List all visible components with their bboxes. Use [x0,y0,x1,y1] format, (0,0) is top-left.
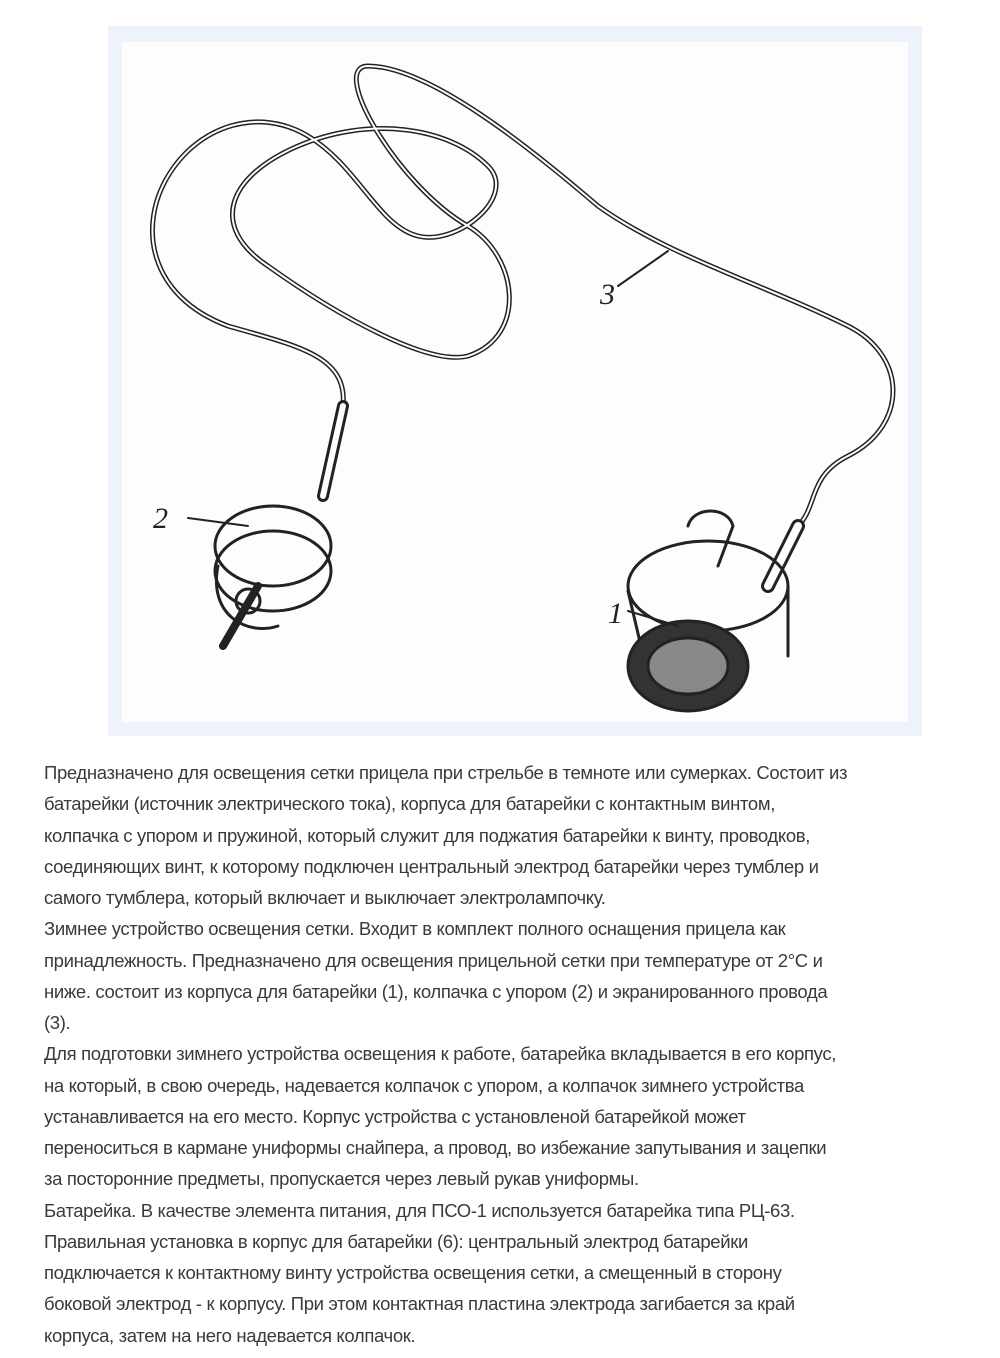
text-line: Предназначено для освещения сетки прицела при стрельбе в темноте или сумерках. Состоит из [44,762,848,783]
paragraph [44,757,994,913]
text-line: на который, в свою очередь, надевается колпачок с упором, а колпачок зимнего устройства [44,1074,804,1096]
text-line: (3). [44,1012,71,1033]
text-line: устанавливается на его место. Корпус устройства с установленой батарейкой может [44,1105,746,1127]
text-line: Для подготовки зимнего устройства освещения к работе, батарейка вкладывается в его корпус, [44,1043,837,1065]
paragraph [44,1195,994,1226]
text-line: корпуса, затем на него надевается колпачок. [44,1324,416,1346]
text-line: Зимнее устройство освещения сетки. Входит в комплект полного оснащения прицела как [44,918,786,940]
text-line: ниже. состоит из корпуса для батарейки (1), колпачка с упором (2) и экранированного провода [44,980,828,1002]
label-1: 1 [608,597,623,630]
text-line: соединяющих винт, к которому подключен центральный электрод батарейки через тумблер и [44,855,819,877]
text-line: подключается к контактному винту устройства освещения сетки, а смещенный в сторону [44,1262,782,1283]
battery-case [628,511,798,711]
article-text [44,757,994,1351]
text-line: самого тумблера, который включает и выключает электролампочку. [44,887,606,908]
text-line: переноситься в кармане униформы снайпера, а провод, во избежание запутывания и зацепки [44,1137,827,1158]
paragraph [44,1038,994,1194]
text-line: принадлежность. Предназначено для освещения прицельной сетки при температуре от 2°С и [44,949,823,971]
cap-with-stop [215,406,343,646]
text-line: за посторонние предметы, пропускается через левый рукав униформы. [44,1168,639,1190]
text-line: боковой электрод - к корпусу. При этом контактная пластина электрода загибается за край [44,1293,795,1315]
text-line: батарейки (источник электрического тока), корпуса для батарейки с контактным винтом, [44,793,775,815]
text-line: Правильная установка в корпус для батарейки (6): центральный электрод батарейки [44,1230,748,1252]
text-line: Батарейка. В качестве элемента питания, для ПСО-1 используется батарейка типа РЦ-63. [44,1199,795,1221]
winter-lighting-device-drawing [108,26,922,736]
label-2: 2 [153,502,168,535]
label-3: 3 [600,278,615,311]
paragraph [44,1226,994,1351]
text-line: колпачка с упором и пружиной, который служит для поджатия батарейки к винту, проводков, [44,824,811,846]
illustration-frame [108,26,922,736]
paragraph [44,913,994,1038]
